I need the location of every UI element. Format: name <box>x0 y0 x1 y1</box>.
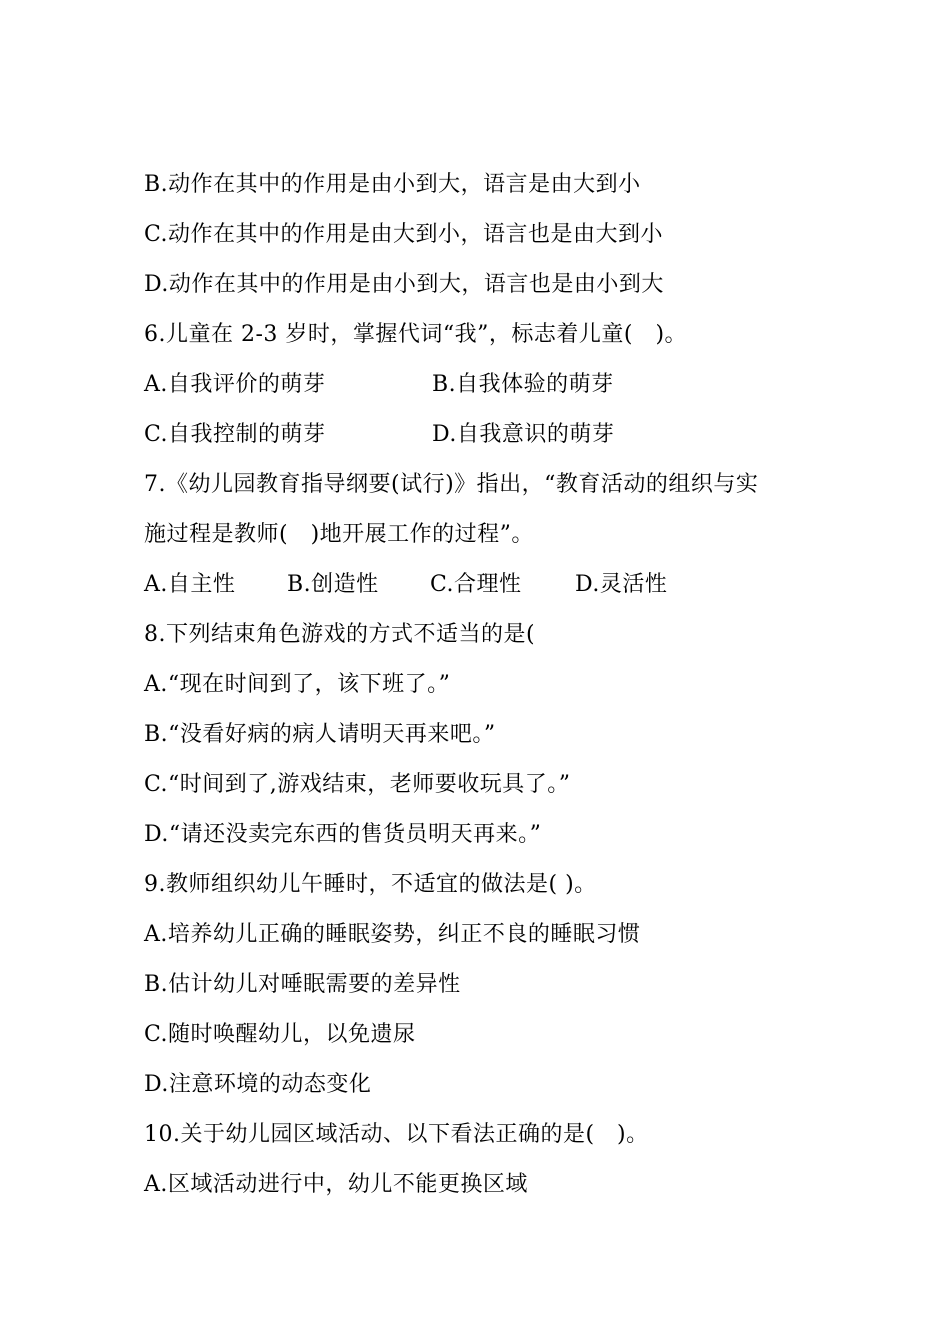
question-7-line-1: 7.《幼儿园教育指导纲要(试行)》指出，“教育活动的组织与实 <box>144 472 759 497</box>
q6-option-d: D.自我意识的萌芽 <box>432 422 615 447</box>
q10-option-a: A.区域活动进行中，幼儿不能更换区域 <box>144 1172 528 1197</box>
q6-option-a: A.自我评价的萌芽 <box>144 372 326 397</box>
q9-option-d: D.注意环境的动态变化 <box>144 1072 372 1097</box>
q9-option-c: C.随时唤醒幼儿，以免遗尿 <box>144 1022 416 1047</box>
q7-options-row <box>144 560 824 610</box>
q8-option-c: C.“时间到了,游戏结束，老师要收玩具了。” <box>144 772 571 797</box>
question-7-line-2: 施过程是教师( )地开展工作的过程”。 <box>144 522 534 547</box>
question-10: 10.关于幼儿园区域活动、以下看法正确的是( )。 <box>144 1122 649 1147</box>
q7-option-a: A.自主性 <box>144 572 236 597</box>
question-9: 9.教师组织幼儿午睡时，不适宜的做法是( )。 <box>144 872 597 897</box>
q6-option-c: C.自我控制的萌芽 <box>144 422 326 447</box>
q8-option-b: B.“没看好病的病人请明天再来吧。” <box>144 722 496 747</box>
q6-options-row-2 <box>144 410 824 460</box>
q9-option-b: B.估计幼儿对唾眠需要的差异性 <box>144 972 461 997</box>
q5-option-c: C.动作在其中的作用是由大到小，语言也是由大到小 <box>144 222 664 247</box>
q8-option-d: D.“请还没卖完东西的售货员明天再来。” <box>144 822 542 847</box>
q7-option-b: B.创造性 <box>287 572 379 597</box>
q6-options-row-1 <box>144 360 824 410</box>
q7-option-c: C.合理性 <box>430 572 522 597</box>
q8-option-a: A.“现在时间到了，该下班了。” <box>144 672 451 697</box>
question-6: 6.儿童在 2-3 岁时，掌握代词“我”，标志着儿童( )。 <box>144 322 688 347</box>
q9-option-a: A.培养幼儿正确的睡眠姿势，纠正不良的睡眠习惯 <box>144 922 641 947</box>
question-list <box>144 160 824 1210</box>
q6-option-b: B.自我体验的萌芽 <box>432 372 614 397</box>
q7-option-d: D.灵活性 <box>575 572 668 597</box>
q5-option-d: D.动作在其中的作用是由小到大，语言也是由小到大 <box>144 272 664 297</box>
question-8: 8.下列结束角色游戏的方式不适当的是( <box>144 622 536 647</box>
q5-option-b: B.动作在其中的作用是由小到大，语言是由大到小 <box>144 172 641 197</box>
